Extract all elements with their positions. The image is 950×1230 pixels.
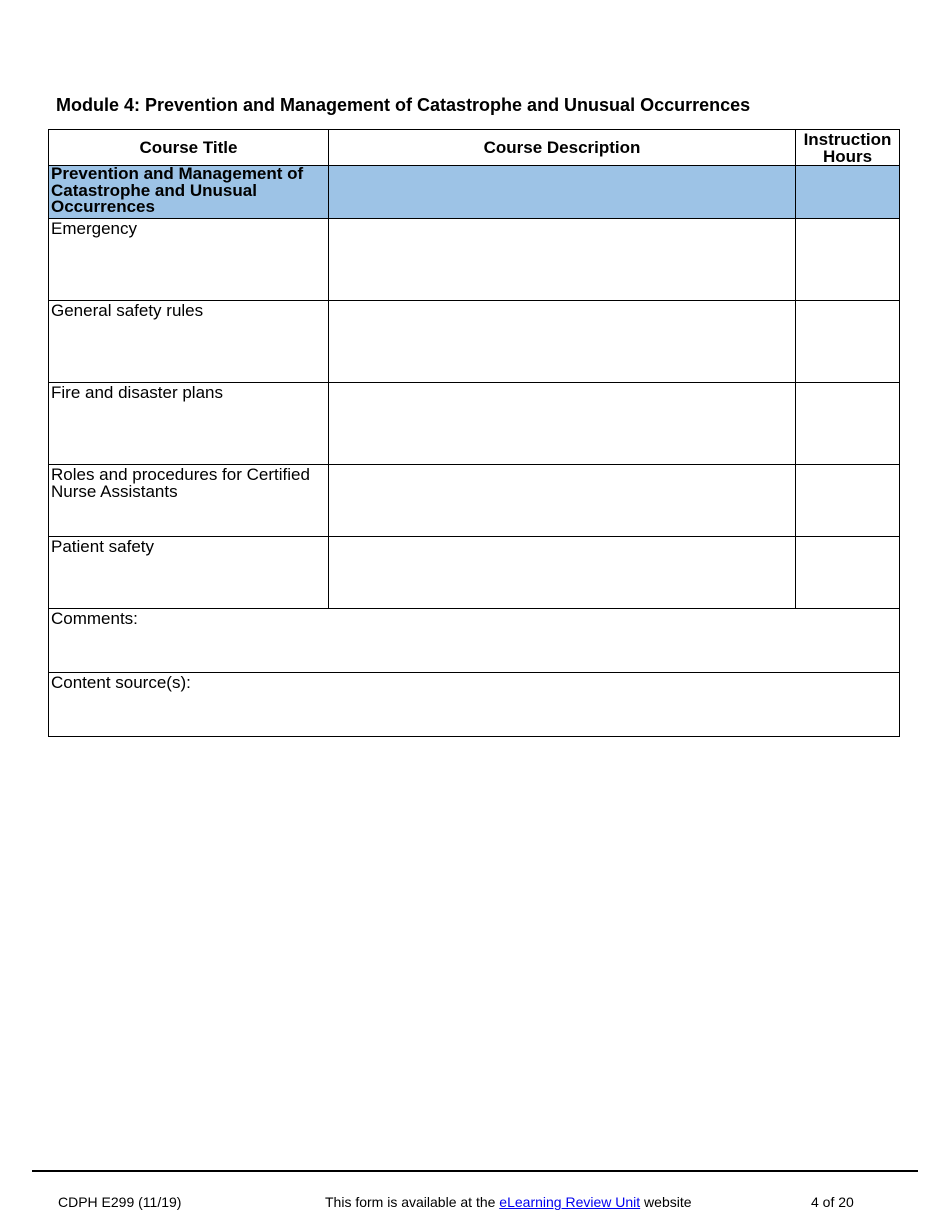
content-sources-row: [49, 673, 900, 737]
topic-title: Roles and procedures for Certified Nurse Assistants: [49, 465, 329, 537]
table-row: [49, 301, 900, 383]
topic-hours-cell[interactable]: [796, 301, 900, 383]
header-instruction-hours: Instruction Hours: [796, 130, 900, 166]
header-course-title: Course Title: [49, 130, 329, 166]
table-row: [49, 465, 900, 537]
topic-hours-cell[interactable]: [796, 537, 900, 609]
table-row: [49, 383, 900, 465]
table-row: [49, 537, 900, 609]
footer-availability: [325, 1194, 692, 1210]
topic-hours-cell[interactable]: [796, 383, 900, 465]
topic-hours-cell[interactable]: [796, 219, 900, 301]
comments-row: [49, 609, 900, 673]
topic-description-cell[interactable]: [329, 465, 796, 537]
topic-title: Fire and disaster plans: [49, 383, 329, 465]
section-row: [49, 166, 900, 219]
module-title: Module 4: Prevention and Management of Catastrophe and Unusual Occurrences: [56, 95, 751, 115]
content-sources-field[interactable]: Content source(s):: [49, 673, 900, 737]
topic-hours-cell[interactable]: [796, 465, 900, 537]
topic-description-cell[interactable]: [329, 537, 796, 609]
topic-title: Patient safety: [49, 537, 329, 609]
section-title: Prevention and Management of Catastrophe and Unusual Occurrences: [49, 166, 329, 219]
header-course-description: Course Description: [329, 130, 796, 166]
table-header-row: [49, 130, 900, 166]
footer-divider: [32, 1170, 918, 1172]
table-row: [49, 219, 900, 301]
footer-availability-prefix: This form is available at the: [325, 1194, 500, 1210]
topic-description-cell[interactable]: [329, 383, 796, 465]
section-hours-cell[interactable]: [796, 166, 900, 219]
footer-availability-suffix: website: [640, 1194, 692, 1210]
course-table: [48, 129, 900, 737]
elearning-review-unit-link[interactable]: eLearning Review Unit: [499, 1194, 641, 1210]
topic-title: General safety rules: [49, 301, 329, 383]
topic-title: Emergency: [49, 219, 329, 301]
page-number: 4 of 20: [811, 1194, 854, 1210]
topic-description-cell[interactable]: [329, 301, 796, 383]
comments-field[interactable]: Comments:: [49, 609, 900, 673]
section-description-cell[interactable]: [329, 166, 796, 219]
topic-description-cell[interactable]: [329, 219, 796, 301]
form-id: CDPH E299 (11/19): [58, 1194, 182, 1210]
